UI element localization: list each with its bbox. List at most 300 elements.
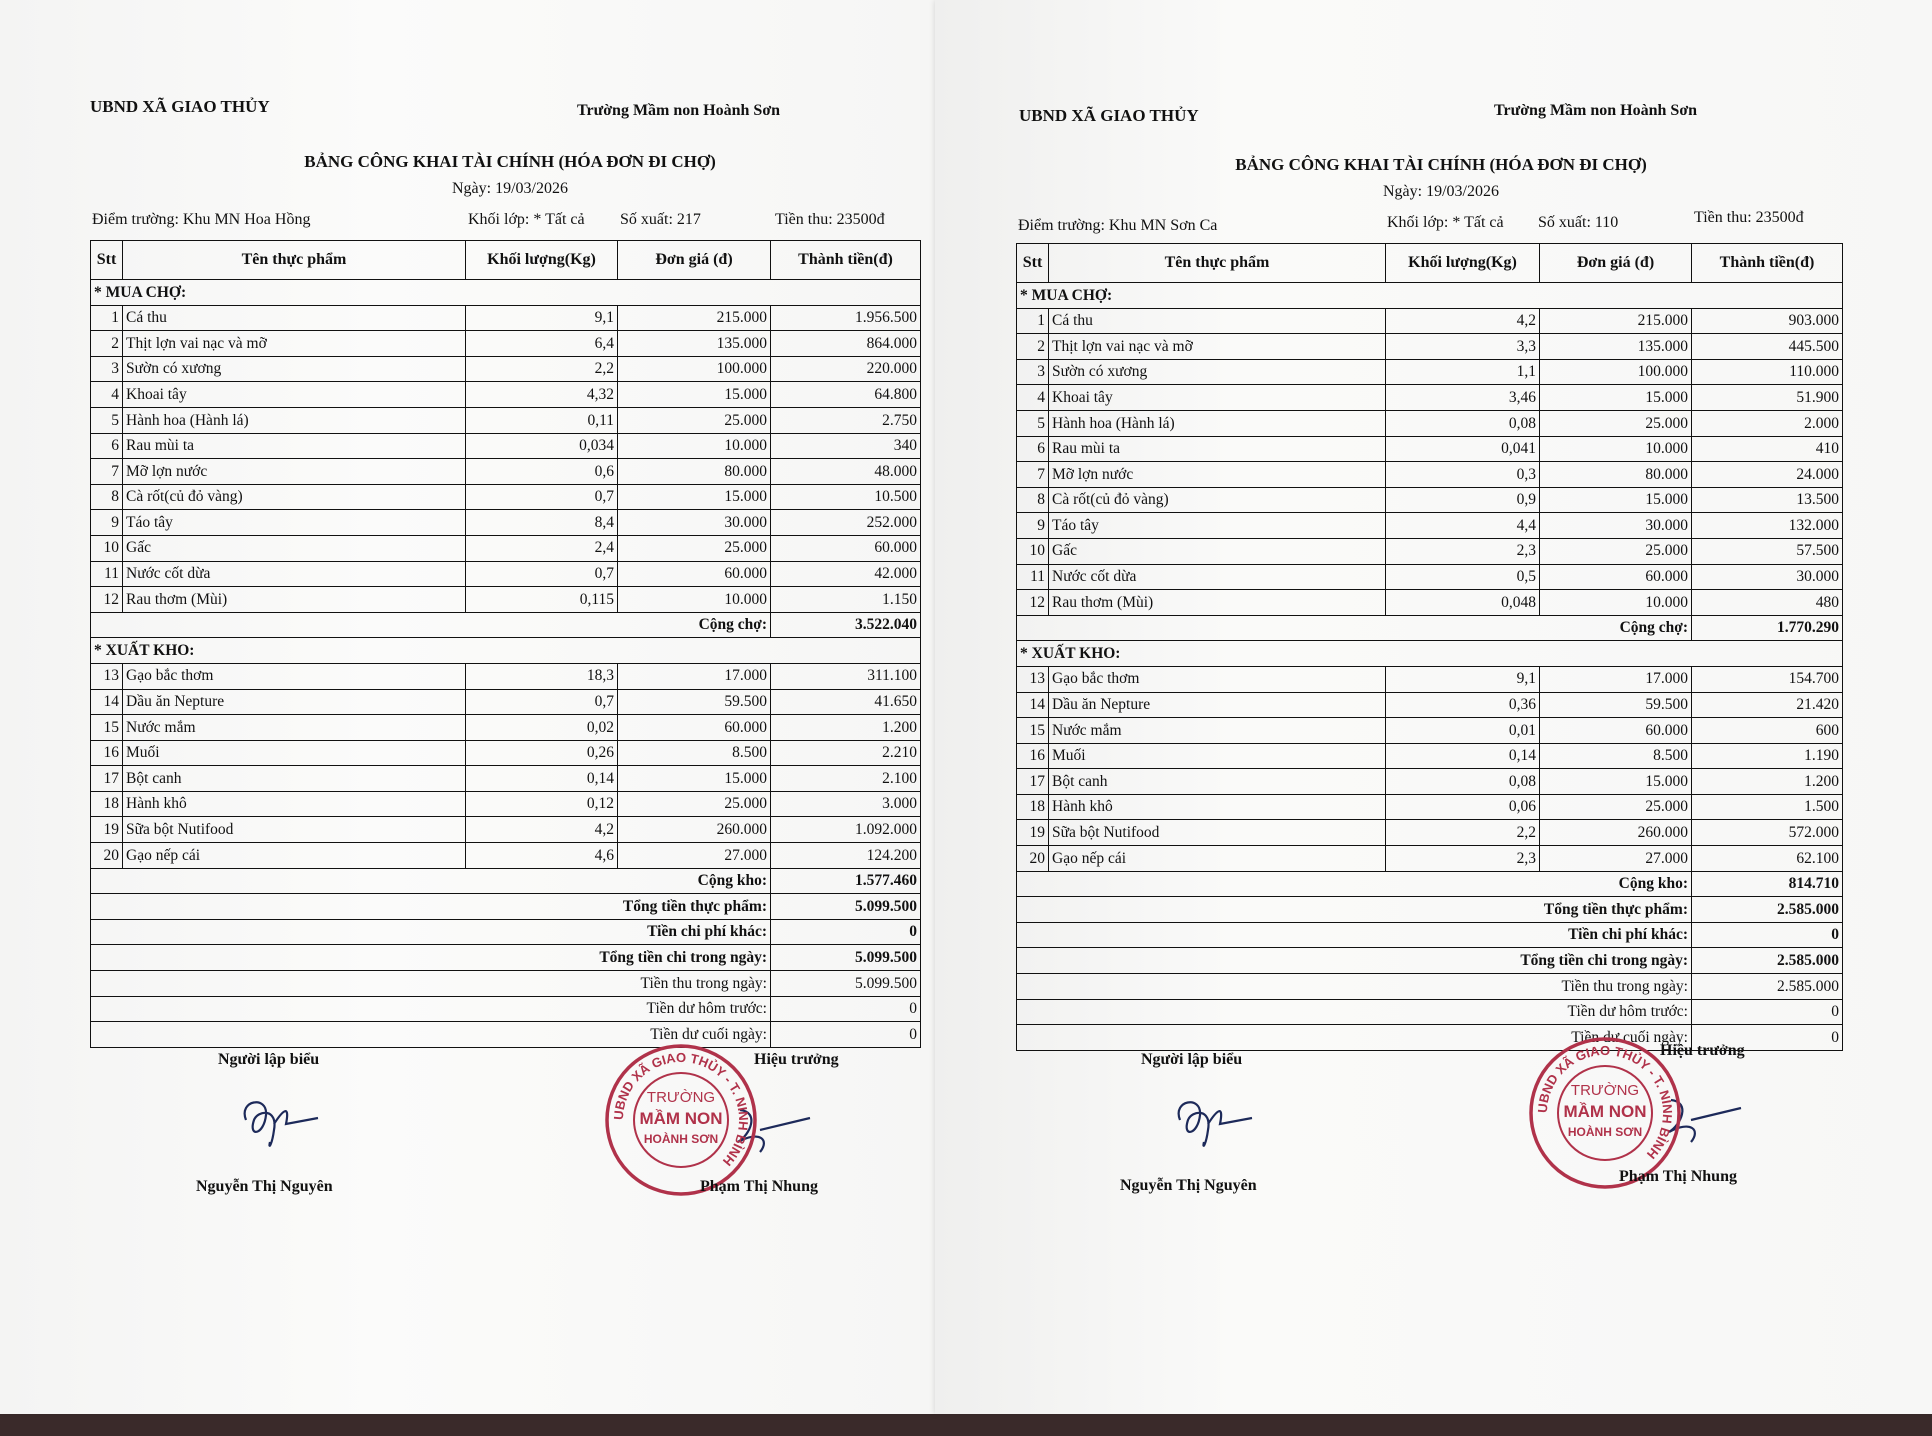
row-number: 3 (1017, 359, 1049, 385)
subtotal-row (91, 612, 921, 638)
item-name: Rau thơm (Mùi) (123, 587, 466, 613)
item-name: Gạo bắc thơm (123, 663, 466, 689)
item-unit-price: 100.000 (618, 356, 771, 382)
item-unit-price: 15.000 (618, 382, 771, 408)
summary-label: Tiền chi phí khác: (91, 919, 771, 945)
item-unit-price: 25.000 (1540, 410, 1692, 436)
summary-label: Tổng tiền thực phẩm: (91, 894, 771, 920)
item-unit-price: 15.000 (618, 484, 771, 510)
item-amount: 51.900 (1692, 385, 1843, 411)
item-unit-price: 10.000 (1540, 436, 1692, 462)
item-unit-price: 59.500 (1540, 692, 1692, 718)
table-row (1017, 769, 1843, 795)
table-row (91, 459, 921, 485)
stamp-center-text: TRƯỜNG (1570, 1082, 1640, 1099)
row-number: 6 (91, 433, 123, 459)
column-header: Thành tiền(đ) (1692, 244, 1843, 283)
item-name: Rau thơm (Mùi) (1049, 590, 1386, 616)
item-weight: 0,36 (1386, 692, 1540, 718)
table-row (91, 433, 921, 459)
table-row (91, 561, 921, 587)
row-number: 18 (1017, 794, 1049, 820)
table-row (1017, 666, 1843, 692)
section-label: * XUẤT KHO: (1017, 641, 1843, 667)
item-unit-price: 215.000 (1540, 308, 1692, 334)
row-number: 12 (1017, 590, 1049, 616)
item-weight: 0,7 (466, 689, 618, 715)
item-weight: 0,12 (466, 791, 618, 817)
item-name: Táo tây (123, 510, 466, 536)
table-row (1017, 513, 1843, 539)
summary-row (91, 1022, 921, 1048)
row-number: 1 (1017, 308, 1049, 334)
item-weight: 0,01 (1386, 718, 1540, 744)
section-label: * XUẤT KHO: (91, 638, 921, 664)
item-unit-price: 30.000 (618, 510, 771, 536)
row-number: 8 (1017, 487, 1049, 513)
item-weight: 4,2 (1386, 308, 1540, 334)
row-number: 19 (91, 817, 123, 843)
table-edge-strip (0, 1414, 1932, 1436)
item-weight: 0,6 (466, 459, 618, 485)
document-title: BẢNG CÔNG KHAI TÀI CHÍNH (HÓA ĐƠN ĐI CHỢ) (1235, 155, 1647, 174)
item-amount: 21.420 (1692, 692, 1843, 718)
summary-label: Tổng tiền chi trong ngày: (1017, 948, 1692, 974)
preparer-signature (228, 1090, 328, 1160)
table-row (91, 484, 921, 510)
item-amount: 220.000 (771, 356, 921, 382)
table-header-row (91, 241, 921, 280)
item-name: Rau mùi ta (1049, 436, 1386, 462)
item-amount: 60.000 (771, 535, 921, 561)
table-row (91, 817, 921, 843)
summary-value: 2.585.000 (1692, 974, 1843, 1000)
summary-value: 0 (771, 996, 921, 1022)
item-name: Gạo bắc thơm (1049, 666, 1386, 692)
column-header: Tên thực phẩm (123, 241, 466, 280)
column-header: Khối lượng(Kg) (466, 241, 618, 280)
item-weight: 0,14 (1386, 743, 1540, 769)
table-row (91, 407, 921, 433)
item-unit-price: 10.000 (618, 433, 771, 459)
row-number: 4 (1017, 385, 1049, 411)
item-name: Hành khô (1049, 794, 1386, 820)
row-number: 14 (1017, 692, 1049, 718)
item-weight: 0,041 (1386, 436, 1540, 462)
item-amount: 3.000 (771, 791, 921, 817)
table-row (91, 305, 921, 331)
table-row (1017, 820, 1843, 846)
summary-value: 5.099.500 (771, 971, 921, 997)
item-name: Sữa bột Nutifood (123, 817, 466, 843)
item-name: Hành hoa (Hành lá) (1049, 410, 1386, 436)
item-amount: 48.000 (771, 459, 921, 485)
principal-title: Hiệu trưởng (1660, 1042, 1745, 1059)
item-name: Hành hoa (Hành lá) (123, 407, 466, 433)
summary-value: 2.585.000 (1692, 948, 1843, 974)
item-name: Nước mắm (123, 715, 466, 741)
row-number: 10 (91, 535, 123, 561)
row-number: 16 (91, 740, 123, 766)
item-weight: 0,14 (466, 766, 618, 792)
table-row (91, 356, 921, 382)
item-weight: 6,4 (466, 331, 618, 357)
item-weight: 1,1 (1386, 359, 1540, 385)
summary-row (1017, 974, 1843, 1000)
item-amount: 42.000 (771, 561, 921, 587)
summary-label: Tiền dư hôm trước: (91, 996, 771, 1022)
item-name: Khoai tây (1049, 385, 1386, 411)
row-number: 20 (1017, 846, 1049, 872)
stamp-center-text: MẦM NON (1563, 1102, 1647, 1121)
subtotal-row (91, 868, 921, 894)
item-name: Bột canh (1049, 769, 1386, 795)
item-weight: 0,7 (466, 484, 618, 510)
row-number: 7 (91, 459, 123, 485)
item-unit-price: 260.000 (618, 817, 771, 843)
table-row (91, 689, 921, 715)
table-row (1017, 718, 1843, 744)
item-amount: 1.200 (771, 715, 921, 741)
item-name: Gấc (123, 535, 466, 561)
class-group: Khối lớp: * Tất cả (468, 211, 585, 228)
row-number: 12 (91, 587, 123, 613)
column-header: Stt (1017, 244, 1049, 283)
summary-value: 2.585.000 (1692, 897, 1843, 923)
item-unit-price: 15.000 (618, 766, 771, 792)
item-weight: 2,3 (1386, 846, 1540, 872)
item-amount: 2.210 (771, 740, 921, 766)
table-row (1017, 590, 1843, 616)
section-row (91, 638, 921, 664)
item-name: Muối (123, 740, 466, 766)
preparer-signature (1162, 1090, 1262, 1160)
item-name: Nước cốt dừa (1049, 564, 1386, 590)
item-name: Nước mắm (1049, 718, 1386, 744)
summary-label: Tiền chi phí khác: (1017, 922, 1692, 948)
finance-table (1016, 243, 1843, 1051)
row-number: 15 (1017, 718, 1049, 744)
section-label: * MUA CHỢ: (1017, 283, 1843, 309)
item-amount: 1.956.500 (771, 305, 921, 331)
school-location: Điểm trường: Khu MN Hoa Hồng (92, 211, 311, 228)
row-number: 17 (91, 766, 123, 792)
stamp-ring-text: UBND XÃ GIAO THỦY - T. NINH BÌNH (1534, 1042, 1676, 1162)
item-unit-price: 15.000 (1540, 487, 1692, 513)
item-weight: 3,46 (1386, 385, 1540, 411)
school-header: Trường Mầm non Hoành Sơn (1494, 102, 1698, 119)
item-unit-price: 60.000 (618, 715, 771, 741)
item-amount: 13.500 (1692, 487, 1843, 513)
row-number: 7 (1017, 462, 1049, 488)
item-amount: 41.650 (771, 689, 921, 715)
summary-value: 0 (1692, 922, 1843, 948)
table-row (1017, 436, 1843, 462)
principal-title: Hiệu trưởng (754, 1051, 839, 1068)
item-weight: 0,11 (466, 407, 618, 433)
subtotal-label: Cộng chợ: (91, 612, 771, 638)
column-header: Thành tiền(đ) (771, 241, 921, 280)
document-sheet-right (935, 0, 1932, 1414)
item-unit-price: 30.000 (1540, 513, 1692, 539)
item-unit-price: 17.000 (618, 663, 771, 689)
row-number: 9 (1017, 513, 1049, 539)
summary-value: 0 (771, 1022, 921, 1048)
item-unit-price: 17.000 (1540, 666, 1692, 692)
item-amount: 2.750 (771, 407, 921, 433)
row-number: 2 (1017, 334, 1049, 360)
summary-row (1017, 948, 1843, 974)
summary-label: Tiền dư cuối ngày: (91, 1022, 771, 1048)
document-date: Ngày: 19/03/2026 (452, 180, 568, 197)
item-amount: 445.500 (1692, 334, 1843, 360)
item-amount: 340 (771, 433, 921, 459)
document-title: BẢNG CÔNG KHAI TÀI CHÍNH (HÓA ĐƠN ĐI CHỢ) (304, 152, 716, 171)
fee-per-portion: Tiền thu: 23500đ (775, 211, 885, 228)
table-row (1017, 487, 1843, 513)
item-unit-price: 80.000 (1540, 462, 1692, 488)
item-name: Cá thu (123, 305, 466, 331)
item-amount: 110.000 (1692, 359, 1843, 385)
item-amount: 132.000 (1692, 513, 1843, 539)
item-unit-price: 15.000 (1540, 385, 1692, 411)
summary-row (1017, 999, 1843, 1025)
column-header: Khối lượng(Kg) (1386, 244, 1540, 283)
subtotal-value: 3.522.040 (771, 612, 921, 638)
subtotal-label: Cộng kho: (91, 868, 771, 894)
row-number: 5 (1017, 410, 1049, 436)
item-unit-price: 8.500 (1540, 743, 1692, 769)
item-weight: 9,1 (466, 305, 618, 331)
item-unit-price: 100.000 (1540, 359, 1692, 385)
summary-row (91, 919, 921, 945)
table-row (1017, 743, 1843, 769)
principal-name: Phạm Thị Nhung (700, 1178, 818, 1195)
table-row (1017, 410, 1843, 436)
subtotal-label: Cộng kho: (1017, 871, 1692, 897)
summary-row (91, 945, 921, 971)
row-number: 3 (91, 356, 123, 382)
item-amount: 154.700 (1692, 666, 1843, 692)
subtotal-label: Cộng chợ: (1017, 615, 1692, 641)
row-number: 17 (1017, 769, 1049, 795)
item-amount: 480 (1692, 590, 1843, 616)
item-amount: 600 (1692, 718, 1843, 744)
table-row (91, 331, 921, 357)
row-number: 9 (91, 510, 123, 536)
item-weight: 9,1 (1386, 666, 1540, 692)
item-amount: 1.190 (1692, 743, 1843, 769)
column-header: Đơn giá (đ) (618, 241, 771, 280)
preparer-name: Nguyễn Thị Nguyên (1120, 1177, 1257, 1194)
row-number: 16 (1017, 743, 1049, 769)
item-weight: 8,4 (466, 510, 618, 536)
item-amount: 124.200 (771, 843, 921, 869)
table-row (91, 766, 921, 792)
item-weight: 2,3 (1386, 538, 1540, 564)
item-weight: 0,06 (1386, 794, 1540, 820)
summary-label: Tiền dư hôm trước: (1017, 999, 1692, 1025)
summary-row (91, 894, 921, 920)
section-row (1017, 283, 1843, 309)
item-name: Gạo nếp cái (123, 843, 466, 869)
item-amount: 410 (1692, 436, 1843, 462)
item-name: Thịt lợn vai nạc và mỡ (1049, 334, 1386, 360)
item-weight: 3,3 (1386, 334, 1540, 360)
summary-label: Tiền thu trong ngày: (91, 971, 771, 997)
item-weight: 0,048 (1386, 590, 1540, 616)
class-group: Khối lớp: * Tất cả (1387, 214, 1504, 231)
subtotal-value: 1.577.460 (771, 868, 921, 894)
item-weight: 0,9 (1386, 487, 1540, 513)
subtotal-row (1017, 871, 1843, 897)
item-weight: 0,26 (466, 740, 618, 766)
item-weight: 0,02 (466, 715, 618, 741)
item-name: Gạo nếp cái (1049, 846, 1386, 872)
table-row (1017, 334, 1843, 360)
table-row (1017, 462, 1843, 488)
table-row (91, 382, 921, 408)
item-amount: 30.000 (1692, 564, 1843, 590)
row-number: 13 (91, 663, 123, 689)
item-name: Sữa bột Nutifood (1049, 820, 1386, 846)
summary-row (1017, 897, 1843, 923)
item-unit-price: 25.000 (1540, 794, 1692, 820)
item-unit-price: 27.000 (1540, 846, 1692, 872)
item-unit-price: 15.000 (1540, 769, 1692, 795)
row-number: 19 (1017, 820, 1049, 846)
item-amount: 1.500 (1692, 794, 1843, 820)
item-amount: 2.100 (771, 766, 921, 792)
org-header: UBND XÃ GIAO THỦY (90, 97, 270, 116)
school-stamp (603, 1042, 759, 1198)
item-weight: 0,7 (466, 561, 618, 587)
row-number: 4 (91, 382, 123, 408)
subtotal-value: 1.770.290 (1692, 615, 1843, 641)
school-location: Điểm trường: Khu MN Sơn Ca (1018, 217, 1218, 234)
item-unit-price: 215.000 (618, 305, 771, 331)
item-unit-price: 25.000 (618, 407, 771, 433)
finance-table (90, 240, 921, 1048)
item-weight: 0,08 (1386, 410, 1540, 436)
stamp-center-text: HOÀNH SƠN (1567, 1125, 1643, 1139)
table-row (91, 510, 921, 536)
summary-value: 0 (1692, 1025, 1843, 1051)
table-row (91, 740, 921, 766)
table-row (1017, 564, 1843, 590)
item-amount: 903.000 (1692, 308, 1843, 334)
item-weight: 2,2 (1386, 820, 1540, 846)
item-amount: 24.000 (1692, 462, 1843, 488)
stamp-center-text: TRƯỜNG (646, 1089, 716, 1106)
column-header: Tên thực phẩm (1049, 244, 1386, 283)
row-number: 8 (91, 484, 123, 510)
item-amount: 10.500 (771, 484, 921, 510)
subtotal-row (1017, 615, 1843, 641)
item-unit-price: 8.500 (618, 740, 771, 766)
row-number: 2 (91, 331, 123, 357)
column-header: Stt (91, 241, 123, 280)
item-weight: 18,3 (466, 663, 618, 689)
row-number: 5 (91, 407, 123, 433)
table-row (91, 587, 921, 613)
item-unit-price: 27.000 (618, 843, 771, 869)
item-name: Sườn có xương (1049, 359, 1386, 385)
subtotal-value: 814.710 (1692, 871, 1843, 897)
row-number: 18 (91, 791, 123, 817)
column-header: Đơn giá (đ) (1540, 244, 1692, 283)
table-row (91, 791, 921, 817)
section-row (1017, 641, 1843, 667)
principal-name: Phạm Thị Nhung (1619, 1168, 1737, 1185)
item-name: Cá thu (1049, 308, 1386, 334)
item-name: Dầu ăn Nepture (1049, 692, 1386, 718)
item-amount: 64.800 (771, 382, 921, 408)
org-header: UBND XÃ GIAO THỦY (1019, 106, 1199, 125)
row-number: 6 (1017, 436, 1049, 462)
portion-count: Số xuất: 110 (1538, 214, 1619, 231)
summary-value: 5.099.500 (771, 945, 921, 971)
item-unit-price: 135.000 (1540, 334, 1692, 360)
item-weight: 0,3 (1386, 462, 1540, 488)
item-weight: 0,5 (1386, 564, 1540, 590)
item-weight: 0,034 (466, 433, 618, 459)
item-unit-price: 25.000 (1540, 538, 1692, 564)
section-label: * MUA CHỢ: (91, 280, 921, 306)
table-row (1017, 385, 1843, 411)
item-unit-price: 10.000 (618, 587, 771, 613)
summary-label: Tiền dư cuối ngày: (1017, 1025, 1692, 1051)
row-number: 14 (91, 689, 123, 715)
table-row (1017, 846, 1843, 872)
table-row (1017, 359, 1843, 385)
item-name: Nước cốt dừa (123, 561, 466, 587)
preparer-title: Người lập biểu (1141, 1051, 1243, 1068)
preparer-name: Nguyễn Thị Nguyên (196, 1178, 333, 1195)
item-unit-price: 25.000 (618, 791, 771, 817)
item-unit-price: 260.000 (1540, 820, 1692, 846)
item-name: Thịt lợn vai nạc và mỡ (123, 331, 466, 357)
item-amount: 572.000 (1692, 820, 1843, 846)
item-name: Hành khô (123, 791, 466, 817)
stamp-center-text: HOÀNH SƠN (643, 1132, 719, 1146)
item-name: Bột canh (123, 766, 466, 792)
item-weight: 2,4 (466, 535, 618, 561)
item-name: Táo tây (1049, 513, 1386, 539)
item-unit-price: 80.000 (618, 459, 771, 485)
item-unit-price: 59.500 (618, 689, 771, 715)
summary-label: Tổng tiền chi trong ngày: (91, 945, 771, 971)
table-row (1017, 308, 1843, 334)
item-name: Sườn có xương (123, 356, 466, 382)
summary-value: 0 (771, 919, 921, 945)
item-name: Mỡ lợn nước (123, 459, 466, 485)
item-name: Khoai tây (123, 382, 466, 408)
item-amount: 2.000 (1692, 410, 1843, 436)
table-row (1017, 794, 1843, 820)
item-weight: 4,4 (1386, 513, 1540, 539)
item-weight: 0,115 (466, 587, 618, 613)
item-name: Gấc (1049, 538, 1386, 564)
row-number: 20 (91, 843, 123, 869)
item-weight: 4,32 (466, 382, 618, 408)
row-number: 11 (91, 561, 123, 587)
item-amount: 57.500 (1692, 538, 1843, 564)
summary-value: 5.099.500 (771, 894, 921, 920)
item-unit-price: 60.000 (618, 561, 771, 587)
preparer-title: Người lập biểu (218, 1051, 320, 1068)
item-weight: 4,6 (466, 843, 618, 869)
